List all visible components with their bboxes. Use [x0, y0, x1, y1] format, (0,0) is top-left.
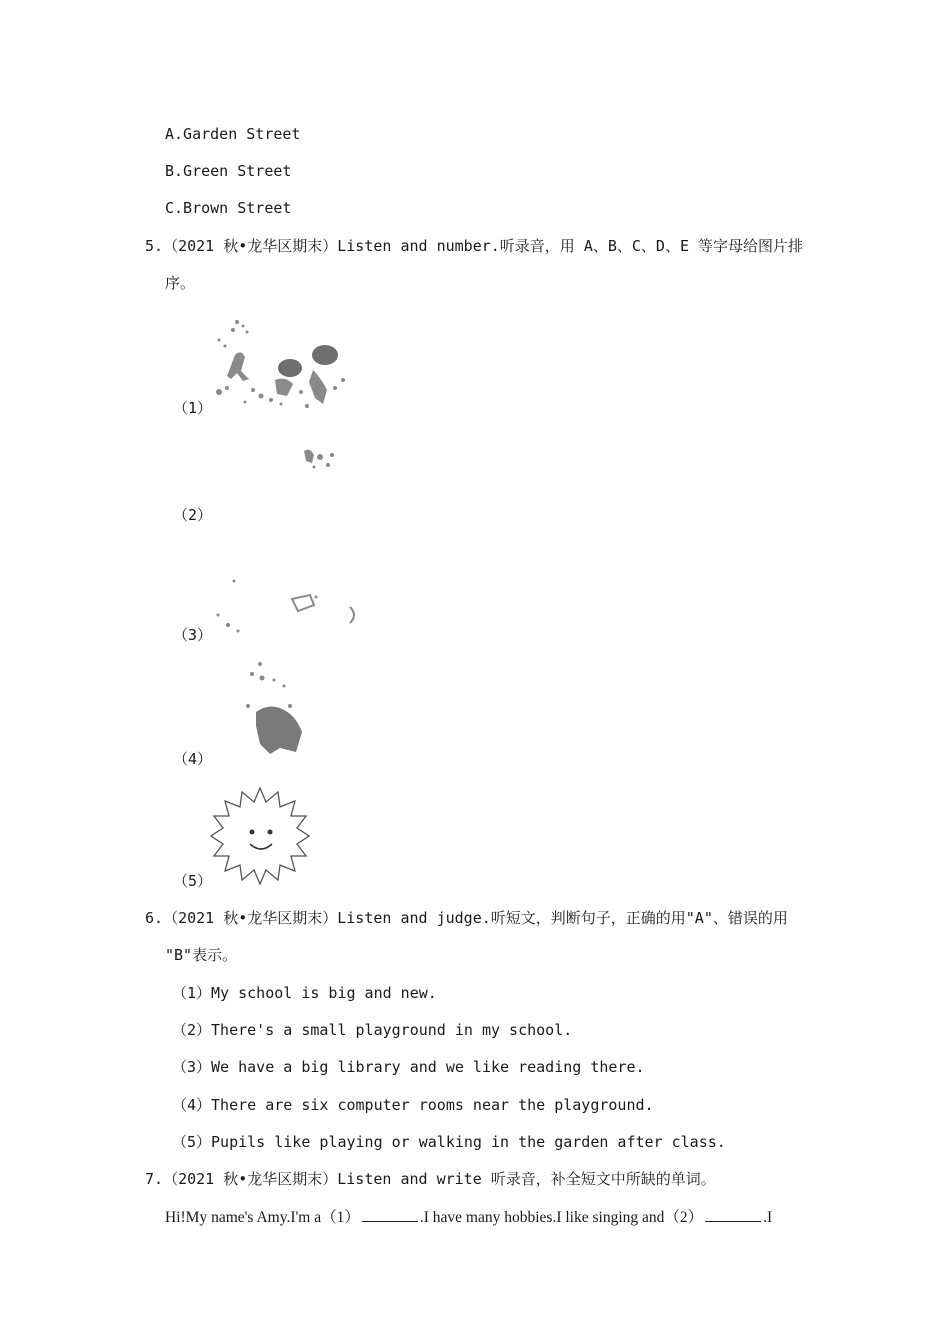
q6-item-4: （4）There are six computer rooms near the playground.	[172, 1096, 654, 1114]
small-sketch-picture	[300, 443, 340, 473]
q4-option-a: A.Garden Street	[165, 125, 301, 143]
q5-picture-4-label: （4）	[173, 750, 213, 768]
q6-item-1: （1）My school is big and new.	[172, 984, 437, 1002]
q4-option-b: B.Green Street	[165, 162, 292, 180]
q5-instruction-cont: 序。	[165, 274, 196, 292]
q6-number: 6.	[145, 909, 164, 927]
q5-picture-1-label: （1）	[173, 399, 213, 417]
q6-instruction-cont: "B"表示。	[165, 946, 238, 964]
q7-passage	[165, 1207, 772, 1228]
q6-heading	[145, 908, 788, 928]
q7-heading	[145, 1169, 716, 1189]
q7-instruction: （2021 秋•龙华区期末）Listen and write 听录音，补全短文中所缺的单词。	[163, 1170, 716, 1188]
q7-passage-part-c: .I	[763, 1209, 773, 1226]
q5-number: 5.	[145, 237, 164, 255]
q7-blank-2[interactable]	[705, 1207, 761, 1222]
q5-picture-2-label: （2）	[173, 506, 213, 524]
q4-option-c: C.Brown Street	[165, 199, 292, 217]
q7-blank-1[interactable]	[362, 1207, 418, 1222]
q5-heading	[145, 236, 803, 256]
smiling-sun-picture	[210, 786, 310, 886]
q5-picture-3-label: （3）	[173, 626, 213, 644]
q6-item-5: （5）Pupils like playing or walking in the garden after class.	[172, 1133, 726, 1151]
q5-picture-5-label: （5）	[173, 872, 213, 890]
q5-instruction: （2021 秋•龙华区期末）Listen and number.听录音，用 A、B、C、D、E 等字母给图片排	[163, 237, 804, 255]
q6-item-3: （3）We have a big library and we like reading there.	[172, 1058, 645, 1076]
q7-number: 7.	[145, 1170, 164, 1188]
q7-passage-part-b: .I have many hobbies.I like singing and（2）	[419, 1209, 704, 1226]
q6-item-2: （2）There's a small playground in my school.	[172, 1021, 573, 1039]
q6-instruction: （2021 秋•龙华区期末）Listen and judge.听短文，判断句子，正确的用"A"、错误的用	[163, 909, 788, 927]
q7-passage-part-a: Hi!My name's Amy.I'm a（1）	[165, 1209, 360, 1226]
children-running-picture	[205, 310, 355, 415]
faint-object-picture	[210, 575, 370, 640]
person-picture	[238, 660, 308, 760]
